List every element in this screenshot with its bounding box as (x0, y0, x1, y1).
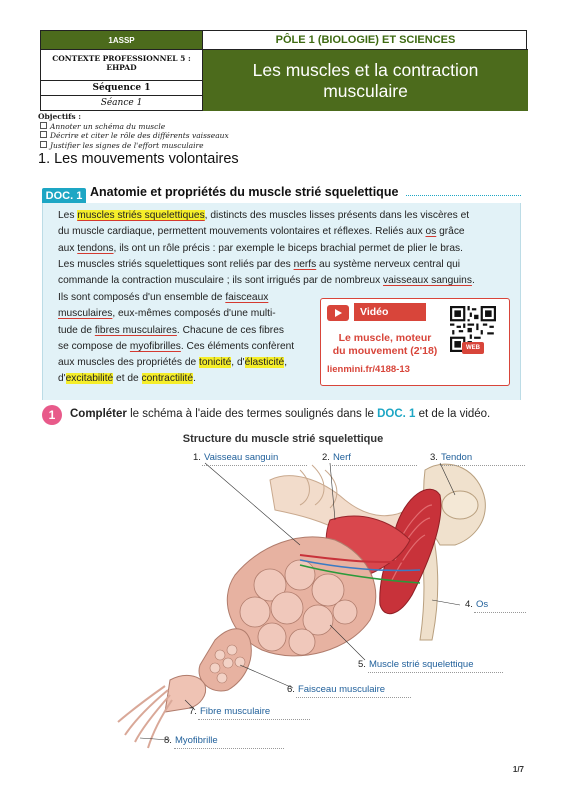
objectives-heading: Objectifs : (38, 112, 81, 121)
video-label: Vidéo (354, 303, 426, 321)
answer-line-6[interactable] (296, 697, 411, 698)
section-title: 1. Les mouvements volontaires (38, 151, 239, 167)
doc-divider (406, 195, 521, 196)
pole-label: PÔLE 1 (BIOLOGIE) ET SCIENCES (203, 31, 528, 50)
term-nerfs: nerfs (293, 258, 317, 270)
question-number: 1 (42, 405, 62, 425)
title-line2: musculaire (323, 81, 408, 101)
objectives (38, 112, 229, 150)
checkbox-icon[interactable] (40, 131, 47, 138)
question-text: Compléter le schéma à l'aide des termes soulignés dans le DOC. 1 et de la vidéo. (70, 408, 491, 420)
doc-paragraph-2: Ils sont composés d'un ensemble de faisceaux musculaires, eux-mêmes composés d'une multi- tude de fibres musculaires. Chacune de ces fibres se compose de myofibrilles. Ces éléments confèrent aux muscles des propriétés de tonicité, d'élasticité, d'excitabilité et de contractilité. (58, 292, 295, 385)
term-contractilite: contractilité (141, 373, 194, 385)
term-faisceaux: faisceaux (225, 292, 269, 303)
answer-line-7[interactable] (198, 719, 310, 720)
diagram-label-7: 7. Fibre musculaire (189, 706, 271, 717)
doc-title: Anatomie et propriétés du muscle strié squelettique (90, 185, 399, 199)
term-elasticite: élasticité (244, 357, 285, 369)
seance-label: Séance 1 (41, 96, 203, 111)
term-tonicite: tonicité (199, 357, 232, 369)
diagram-label-1: 1. Vaisseau sanguin (193, 452, 279, 463)
checkbox-icon[interactable] (40, 141, 47, 148)
doc-badge: DOC. 1 (42, 188, 86, 205)
answer-line-8[interactable] (174, 748, 284, 749)
objective-item: Annoter un schéma du muscle (38, 122, 229, 132)
diagram-label-3: 3. Tendon (430, 452, 473, 463)
video-title: Le muscle, moteur du mouvement (2'18) (332, 332, 438, 357)
diagram-label-2: 2. Nerf (322, 452, 351, 463)
context-line1: CONTEXTE PROFESSIONNEL 5 : (52, 54, 191, 63)
page-title (203, 50, 528, 111)
checkbox-icon[interactable] (40, 122, 47, 129)
page-number: 1/7 (512, 765, 524, 774)
answer-line-3[interactable] (440, 465, 525, 466)
context-line2: EHPAD (106, 63, 137, 72)
term-vaisseaux: vaisseaux sanguins (383, 275, 472, 287)
term-tendons: tendons (77, 242, 114, 254)
answer-line-1[interactable] (202, 465, 307, 466)
class-label: 1ASSP (41, 31, 203, 50)
answer-line-5[interactable] (368, 672, 503, 673)
answer-line-4[interactable] (474, 612, 526, 613)
term-os: os (425, 226, 437, 238)
term-muscles-stries: muscles striés squelettiques (77, 210, 205, 221)
play-icon[interactable] (327, 305, 349, 321)
objective-item: Justifier les signes de l'effort musculaire (38, 141, 229, 151)
diagram-title: Structure du muscle strié squelettique (182, 433, 384, 445)
term-excitabilite: excitabilité (65, 373, 114, 385)
diagram-label-8: 8. Myofibrille (164, 735, 218, 746)
diagram-label-5: 5. Muscle strié squelettique (358, 659, 474, 670)
diagram-label-4: 4. Os (465, 599, 489, 610)
answer-line-2[interactable] (332, 465, 417, 466)
term-fibres: fibres musculaires (94, 324, 177, 336)
title-line1: Les muscles et la contraction (252, 60, 479, 80)
sequence-label: Séquence 1 (41, 81, 203, 96)
video-link[interactable]: lienmini.fr/4188-13 (327, 364, 410, 375)
context-label (41, 50, 203, 81)
web-badge: WEB (462, 342, 484, 354)
term-myofibrilles: myofibrilles (129, 340, 181, 352)
doc-paragraph-1: Les muscles striés squelettiques, distincts des muscles lisses présents dans les viscères et du muscle cardiaque, permettent mouvements volontaires et réflexes. Reliés aux os grâce aux tendons, ils ont un rôle précis : par exemple le biceps brachial permet de plier le bras. Les muscles striés squelettiques sont reliés par des nerfs au système nerveux central qui commande la contraction musculaire ; ils sont irrigués par de nombreux vaisseaux sanguins. (58, 210, 475, 287)
objective-item: Décrire et citer le rôle des différents vaisseaux (38, 131, 229, 141)
header-table (40, 30, 527, 111)
diagram-label-6: 6. Faisceau musculaire (287, 684, 386, 695)
